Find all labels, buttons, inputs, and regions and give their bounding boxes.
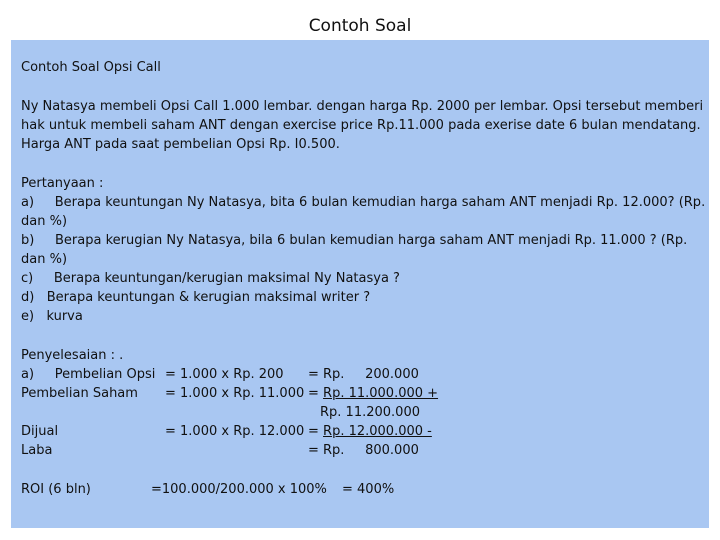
question-line: a) Berapa keuntungan Ny Natasya, bita 6 bulan kemudian harga saham ANT menjadi Rp. 12.000? (Rp. <box>21 195 706 210</box>
content-panel <box>11 40 709 528</box>
roi-calc: =100.000/200.000 x 100% <box>151 482 327 497</box>
solution-result: = Rp. 800.000 <box>308 443 419 458</box>
solution-label: Pembelian Saham <box>21 386 138 401</box>
subtitle: Contoh Soal Opsi Call <box>21 60 161 75</box>
questions-heading: Pertanyaan : <box>21 176 104 191</box>
solution-result: = Rp. 11.000.000 + <box>308 386 439 401</box>
solution-label: a) Pembelian Opsi <box>21 367 156 382</box>
solution-calc: = 1.000 x Rp. 12.000 <box>165 424 305 439</box>
question-line: e) kurva <box>21 309 83 324</box>
question-line: d) Berapa keuntungan & kerugian maksimal writer ? <box>21 290 371 305</box>
question-line: b) Berapa kerugian Ny Natasya, bila 6 bulan kemudian harga saham ANT menjadi Rp. 11.000 ? (Rp. <box>21 233 688 248</box>
question-line: c) Berapa keuntungan/kerugian maksimal Ny Natasya ? <box>21 271 400 286</box>
problem-line: Harga ANT pada saat pembelian Opsi Rp. I0.500. <box>21 137 340 152</box>
solution-result: Rp. 11.200.000 <box>320 405 420 420</box>
question-line: dan %) <box>21 252 68 267</box>
slide-title: Contoh Soal <box>308 16 412 36</box>
question-line: dan %) <box>21 214 68 229</box>
solution-label: Laba <box>21 443 53 458</box>
problem-line: Ny Natasya membeli Opsi Call 1.000 lembar. dengan harga Rp. 2000 per lembar. Opsi tersebut memberi <box>21 99 704 114</box>
solution-heading: Penyelesaian : . <box>21 348 124 363</box>
solution-result: = Rp. 200.000 <box>308 367 419 382</box>
solution-result: = Rp. 12.000.000 - <box>308 424 432 439</box>
solution-calc: = 1.000 x Rp. 11.000 <box>165 386 305 401</box>
problem-line: hak untuk membeli saham ANT dengan exercise price Rp.11.000 pada exerise date 6 bulan mendatang. <box>21 118 701 133</box>
solution-label: Dijual <box>21 424 59 439</box>
roi-result: = 400% <box>342 482 395 497</box>
roi-label: ROI (6 bln) <box>21 482 91 497</box>
solution-calc: = 1.000 x Rp. 200 <box>165 367 284 382</box>
